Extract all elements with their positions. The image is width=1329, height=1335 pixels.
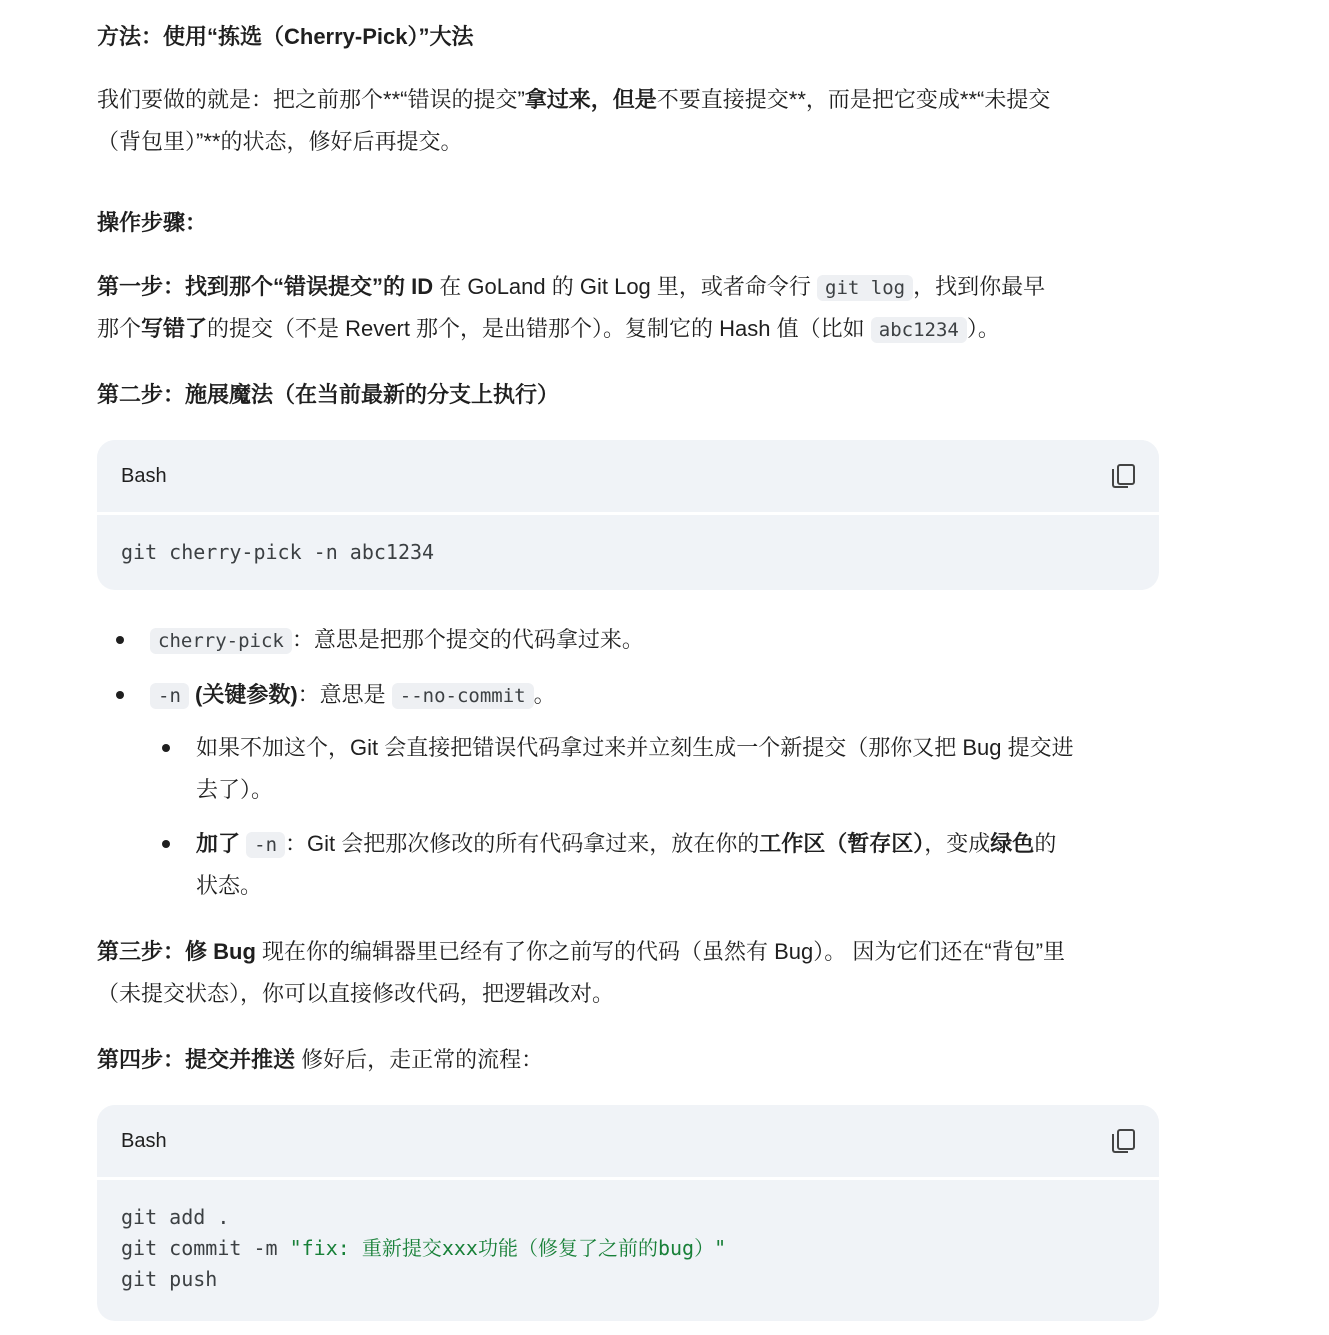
code-block-header [97, 1105, 1159, 1180]
step4-line: 第四步：提交并推送 修好后，走正常的流程： [97, 1047, 544, 1072]
section-heading: 方法：使用“拣选（Cherry-Pick）”大法 [97, 24, 474, 49]
code-language-label: Bash [121, 1129, 167, 1152]
step1-line-1: 第一步：找到那个“错误提交”的 ID 在 GoLand 的 Git Log 里，或者命令行 git log ，找到你最早 [97, 274, 1046, 299]
sub-bullet-1-line-2: 去了）。 [196, 777, 274, 802]
intro-line-2: （背包里）”**的状态，修好后再提交。 [97, 129, 463, 154]
intro-line-1: 我们要做的就是：把之前那个**“错误的提交”拿过来，但是不要直接提交**，而是把它变成**“未提交 [97, 87, 1051, 112]
inline-code-hash: abc1234 [871, 317, 967, 343]
code-content: git cherry-pick -n abc1234 [121, 540, 435, 564]
step3-line-2: （未提交状态），你可以直接修改代码，把逻辑改对。 [97, 981, 615, 1006]
inline-code-n: -n [150, 683, 189, 709]
code-content: git add . git commit -m "fix: 重新提交xxx功能（修复了之前的bug）" git push [121, 1205, 727, 1291]
inline-code-no-commit: --no-commit [392, 683, 534, 709]
step2-title: 第二步：施展魔法（在当前最新的分支上执行） [97, 382, 560, 407]
steps-title: 操作步骤： [97, 210, 208, 235]
sub-bullet-2-line-2: 状态。 [196, 873, 263, 898]
step1-line-2: 那个写错了的提交（不是 Revert 那个，是出错那个）。复制它的 Hash 值（比如 abc1234 ）。 [97, 316, 1000, 341]
code-block-header [97, 440, 1159, 515]
bullet-cherry-pick: cherry-pick ：意思是把那个提交的代码拿过来。 [150, 619, 644, 662]
copy-icon[interactable] [1111, 1128, 1135, 1154]
sub-bullet-2-line-1: 加了 -n ：Git 会把那次修改的所有代码拿过来，放在你的工作区（暂存区），变成绿色的 [196, 831, 1057, 856]
bullet-dot [116, 636, 124, 644]
code-block-commit-push [97, 1105, 1159, 1321]
sub-bullet-1-line-1: 如果不加这个，Git 会直接把错误代码拿过来并立刻生成一个新提交（那你又把 Bug 提交进 [196, 735, 1074, 760]
sub-bullet-dot [162, 840, 170, 848]
code-language-label: Bash [121, 464, 167, 487]
copy-icon[interactable] [1111, 463, 1135, 489]
sub-bullet-dot [162, 744, 170, 752]
inline-code-n: -n [246, 832, 285, 858]
bullet-dot [116, 691, 124, 699]
inline-code-git-log: git log [817, 275, 913, 301]
bullet-n-flag: -n (关键参数)：意思是 --no-commit 。 [150, 674, 556, 717]
code-block-cherry-pick [97, 440, 1159, 590]
inline-code-cherry-pick: cherry-pick [150, 628, 292, 654]
step3-line-1: 第三步：修 Bug 现在你的编辑器里已经有了你之前写的代码（虽然有 Bug）。 因为它们还在“背包”里 [97, 939, 1066, 964]
